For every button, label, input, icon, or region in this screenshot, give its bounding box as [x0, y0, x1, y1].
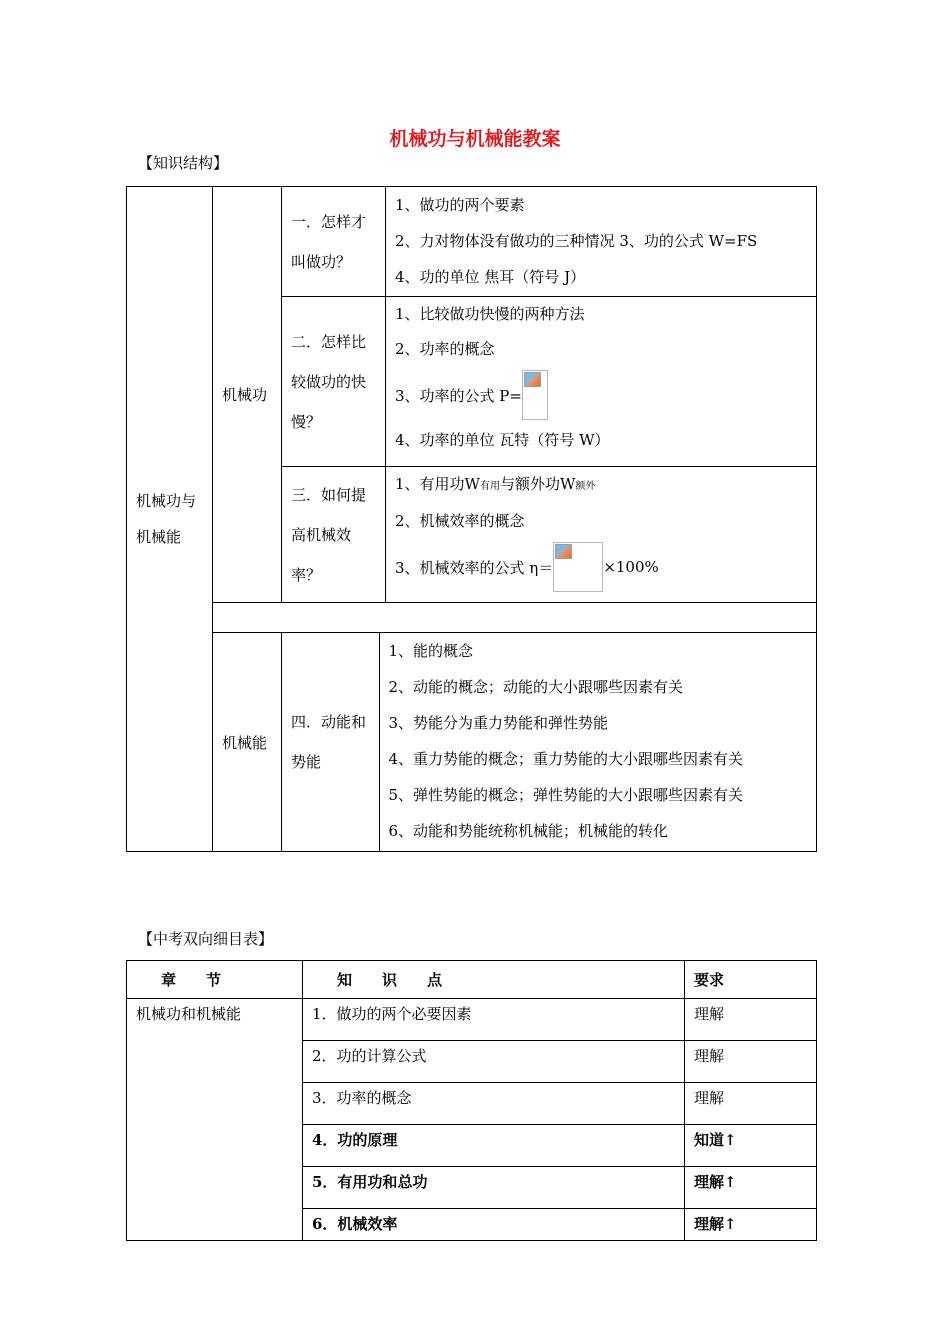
- point-cell: 5．有用功和总功: [303, 1167, 685, 1209]
- chapter-cell: 机械功和机械能: [127, 999, 303, 1241]
- group-cell-work: [213, 187, 282, 603]
- point-cell: 4．功的原理: [303, 1125, 685, 1167]
- points-cell: [386, 467, 817, 603]
- exam-table-label: 【中考双向细目表】: [138, 930, 274, 948]
- knowledge-structure-label: 【知识结构】: [138, 154, 229, 172]
- requirement-cell: 理解↑: [685, 1209, 817, 1241]
- knowledge-structure-table: [126, 186, 817, 852]
- group-cell-energy: [213, 633, 282, 852]
- point-item: 1、有用功W有用与额外功W额外: [395, 475, 596, 493]
- point-item: 1、做功的两个要素: [395, 196, 525, 214]
- point-item: 2、机械效率的概念: [395, 512, 525, 530]
- question-cell: [282, 467, 386, 603]
- header-point: 知 识 点: [303, 961, 685, 999]
- point-item: 4、重力势能的概念；重力势能的大小跟哪些因素有关: [388, 750, 744, 768]
- energy-subtable-cell: [282, 633, 817, 852]
- question-cell: [282, 633, 379, 851]
- formula-image-icon: [553, 542, 603, 592]
- formula-row: [395, 539, 807, 595]
- group-label: 机械功: [222, 386, 268, 404]
- points-cell: [386, 297, 817, 467]
- point-cell: 6．机械效率: [303, 1209, 685, 1241]
- point-item: 4、功的单位 焦耳（符号 J）: [395, 268, 586, 286]
- points-cell: [379, 633, 816, 851]
- requirement-cell: 理解: [685, 999, 817, 1041]
- point-item: 2、功率的概念: [395, 340, 495, 358]
- point-item: ×100%: [603, 558, 659, 576]
- root-label: 机械功与机械能: [136, 492, 197, 546]
- requirement-cell: 理解↑: [685, 1167, 817, 1209]
- point-item: 1、比较做功快慢的两种方法: [395, 305, 585, 323]
- empty-row: [213, 603, 817, 633]
- requirement-cell: 理解: [685, 1041, 817, 1083]
- question-cell: [282, 187, 386, 297]
- requirement-cell: 知道↑: [685, 1125, 817, 1167]
- point-item: 6、动能和势能统称机械能；机械能的转化: [388, 822, 669, 840]
- question-cell: [282, 297, 386, 467]
- point-item: 5、弹性势能的概念；弹性势能的大小跟哪些因素有关: [388, 786, 744, 804]
- point-item: 2、动能的概念；动能的大小跟哪些因素有关: [388, 678, 684, 696]
- points-cell: [386, 187, 817, 297]
- point-item: 3、势能分为重力势能和弹性势能: [388, 714, 609, 732]
- question-label: 一．怎样才叫做功？: [291, 212, 367, 271]
- header-requirement: 要求: [685, 961, 817, 999]
- point-cell: 1．做功的两个必要因素: [303, 999, 685, 1041]
- requirement-cell: 理解: [685, 1083, 817, 1125]
- question-label: 三．如何提高机械效率？: [291, 485, 367, 584]
- point-item: 2、力对物体没有做功的三种情况 3、功的公式 W=FS: [395, 232, 758, 250]
- question-label: 二．怎样比较做功的快慢？: [291, 332, 367, 431]
- point-cell: 2．功的计算公式: [303, 1041, 685, 1083]
- point-item: 4、功率的单位 瓦特（符号 W）: [395, 431, 610, 449]
- formula-row: [395, 367, 807, 423]
- question-label: 四．动能和势能: [291, 713, 367, 771]
- energy-subtable: [282, 633, 816, 851]
- header-chapter: 章 节: [127, 961, 303, 999]
- point-item: 3、功率的公式 P=: [395, 386, 522, 405]
- root-cell: [127, 187, 213, 852]
- group-label: 机械能: [222, 733, 268, 752]
- point-cell: 3．功率的概念: [303, 1083, 685, 1125]
- point-item: 1、能的概念: [388, 642, 474, 660]
- exam-table: [126, 960, 817, 1241]
- point-item: 3、机械效率的公式 η＝: [395, 558, 554, 577]
- page-title: 机械功与机械能教案: [389, 128, 561, 150]
- formula-image-icon: [522, 370, 548, 420]
